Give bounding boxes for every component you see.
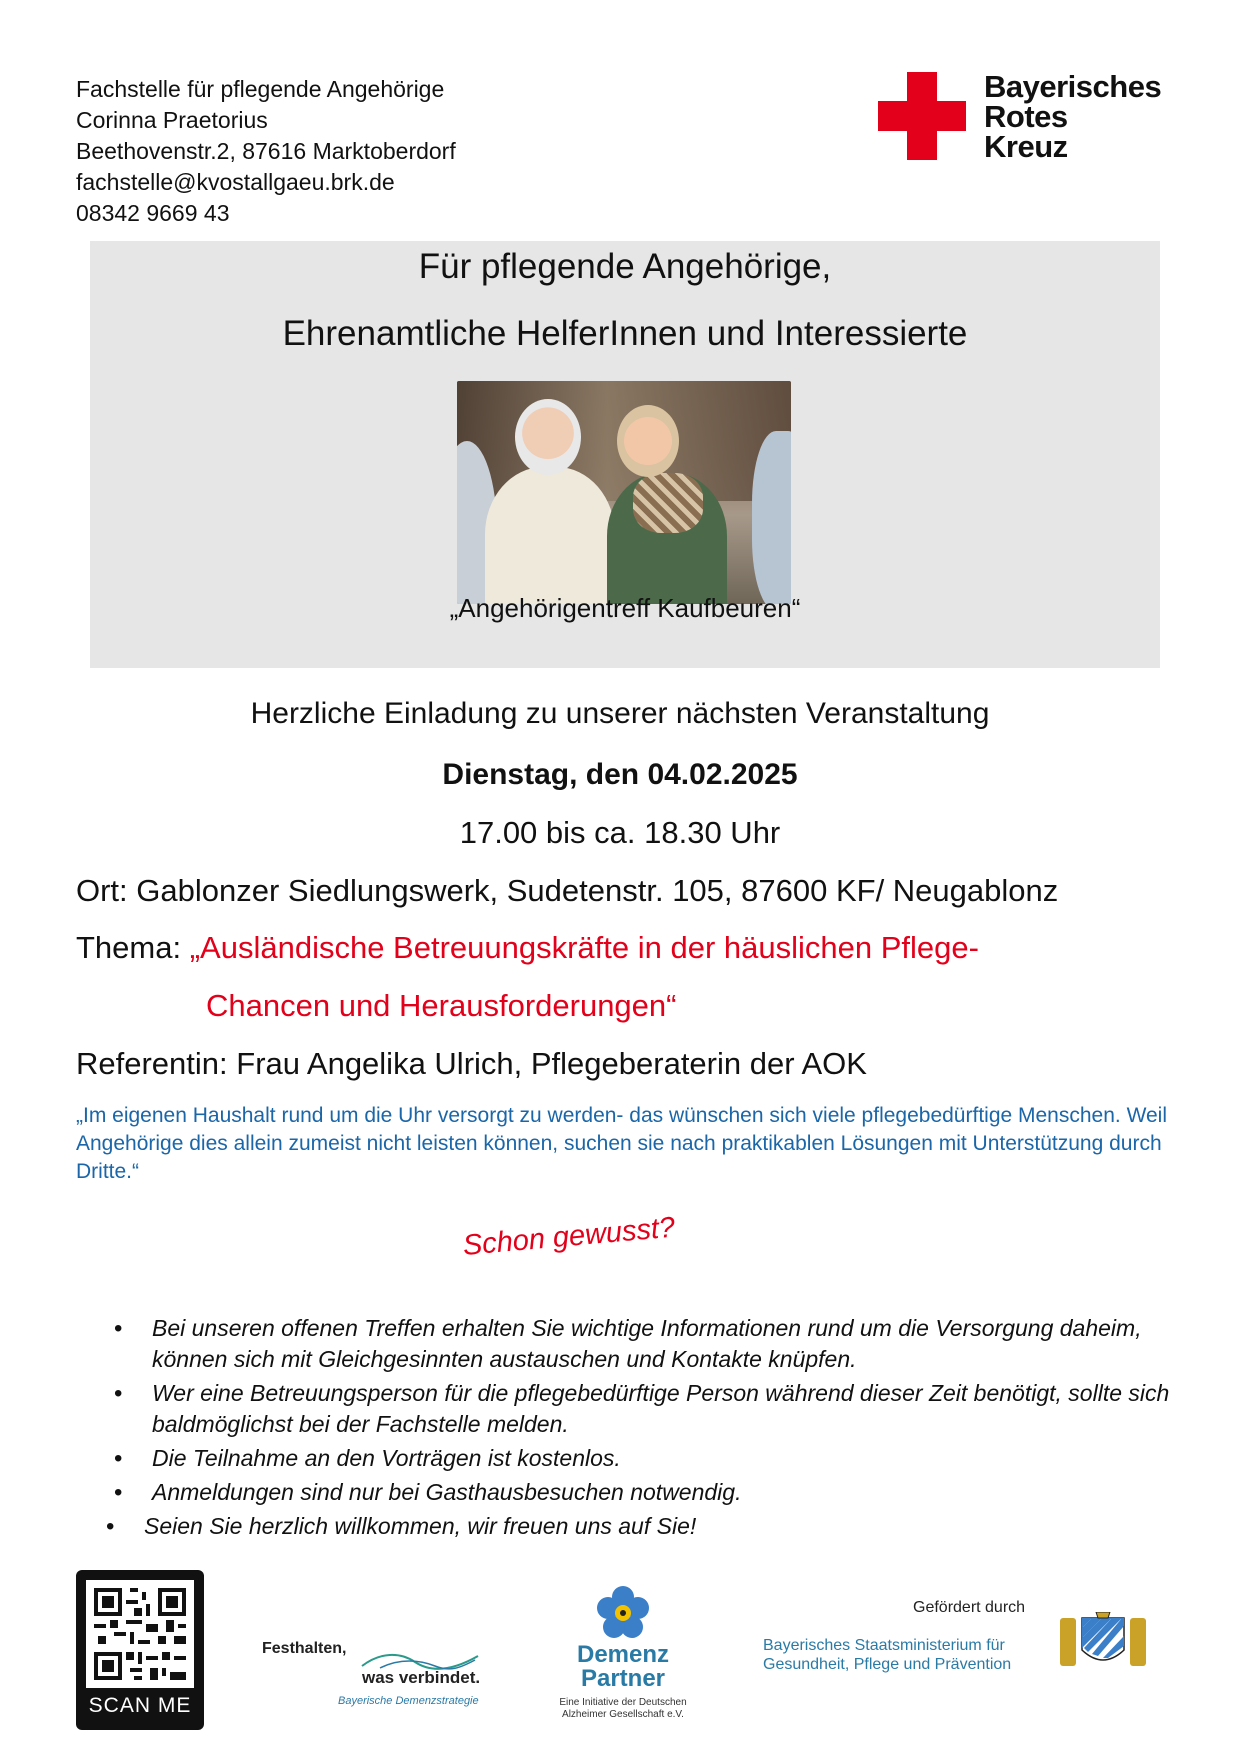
event-location: Ort: Gablonzer Siedlungswerk, Sudetenstr. 105, 87600 KF/ Neugablonz xyxy=(76,873,1059,908)
brk-logo xyxy=(878,69,1178,164)
red-cross-icon xyxy=(878,72,966,160)
header-panel xyxy=(90,241,1160,668)
funded-by-label: Gefördert durch xyxy=(913,1599,1026,1616)
demenz-line3: Eine Initiative der Deutschen Alzheimer Gesellschaft e.V. xyxy=(559,1697,687,1720)
bavarian-coat-of-arms-icon xyxy=(1058,1612,1148,1672)
event-topic xyxy=(76,930,979,966)
festhalten-line2: was verbindet. xyxy=(362,1668,481,1687)
ministry-line1: Bayerisches Staatsministerium für xyxy=(763,1637,1005,1654)
contact-email[interactable]: fachstelle@kvostallgaeu.brk.de xyxy=(76,169,395,195)
list-item: • Wer eine Betreuungsperson für die pflegebedürftige Person während dieser Zeit benötigt, sollte sich baldmöglichst bei der Fachstelle melden. xyxy=(110,1378,1180,1440)
invitation-text: Herzliche Einladung zu unserer nächsten Veranstaltung xyxy=(250,697,990,730)
event-time: 17.00 bis ca. 18.30 Uhr xyxy=(459,815,781,850)
panel-title-line2: Ehrenamtliche HelferInnen und Interessierte xyxy=(282,314,968,353)
festhalten-line3: Bayerische Demenzstrategie xyxy=(338,1695,479,1707)
demenz-partner-logo xyxy=(548,1585,698,1735)
brk-logo-line2: Rotes xyxy=(984,99,1068,134)
contact-person: Corinna Praetorius xyxy=(76,107,268,133)
ministry-name xyxy=(763,1636,1011,1674)
topic-label: Thema: xyxy=(76,930,190,965)
list-item: • Die Teilnahme an den Vorträgen ist kostenlos. xyxy=(110,1443,1180,1474)
schon-gewusst-heading: Schon gewusst? xyxy=(461,1211,677,1262)
topic-title-line2: Chancen und Herausforderungen“ xyxy=(206,988,677,1023)
brk-logo-text xyxy=(984,69,1162,164)
photo-two-women xyxy=(457,381,791,604)
brk-logo-line1: Bayerisches xyxy=(984,69,1162,104)
contact-organization: Fachstelle für pflegende Angehörige xyxy=(76,76,445,102)
qr-label: SCAN ME xyxy=(88,1694,192,1717)
contact-block xyxy=(76,74,456,229)
quote-text: „Im eigenen Haushalt rund um die Uhr versorgt zu werden- das wünschen sich viele pflegebedürftige Menschen. Weil Angehörige dies allein zumeist nicht leisten können, suchen sie nach praktikablen Lösungen mit Unterstützung durch Dritte.“ xyxy=(76,1104,1168,1183)
panel-title-line1: Für pflegende Angehörige, xyxy=(418,247,832,286)
event-speaker: Referentin: Frau Angelika Ulrich, Pflegeberaterin der AOK xyxy=(76,1046,867,1081)
info-bullet-list xyxy=(110,1313,1180,1545)
list-item: • Seien Sie herzlich willkommen, wir freuen uns auf Sie! xyxy=(102,1511,1180,1542)
event-date: Dienstag, den 04.02.2025 xyxy=(442,758,798,791)
list-item: • Bei unseren offenen Treffen erhalten Sie wichtige Informationen rund um die Versorgung daheim, können sich mit Gleichgesinnten austauschen und Kontakte knüpfen. xyxy=(110,1313,1180,1375)
forget-me-not-icon xyxy=(595,1585,651,1641)
festhalten-line1: Festhalten, xyxy=(262,1640,347,1657)
list-item: • Anmeldungen sind nur bei Gasthausbesuchen notwendig. xyxy=(110,1477,1180,1508)
qr-code[interactable] xyxy=(76,1570,204,1730)
demenz-line1: Demenz xyxy=(576,1641,670,1668)
demenz-line2: Partner xyxy=(580,1665,666,1692)
contact-address: Beethovenstr.2, 87616 Marktoberdorf xyxy=(76,138,456,164)
ministry-line2: Gesundheit, Pflege und Prävention xyxy=(763,1656,1012,1673)
contact-phone[interactable]: 08342 9669 43 xyxy=(76,200,230,226)
topic-title-line1: „Ausländische Betreuungskräfte in der häuslichen Pflege- xyxy=(189,930,979,965)
panel-caption: „Angehörigentreff Kaufbeuren“ xyxy=(449,593,801,623)
demenzstrategie-logo xyxy=(262,1640,492,1720)
qr-code-icon xyxy=(86,1580,194,1688)
brk-logo-line3: Kreuz xyxy=(984,129,1068,164)
